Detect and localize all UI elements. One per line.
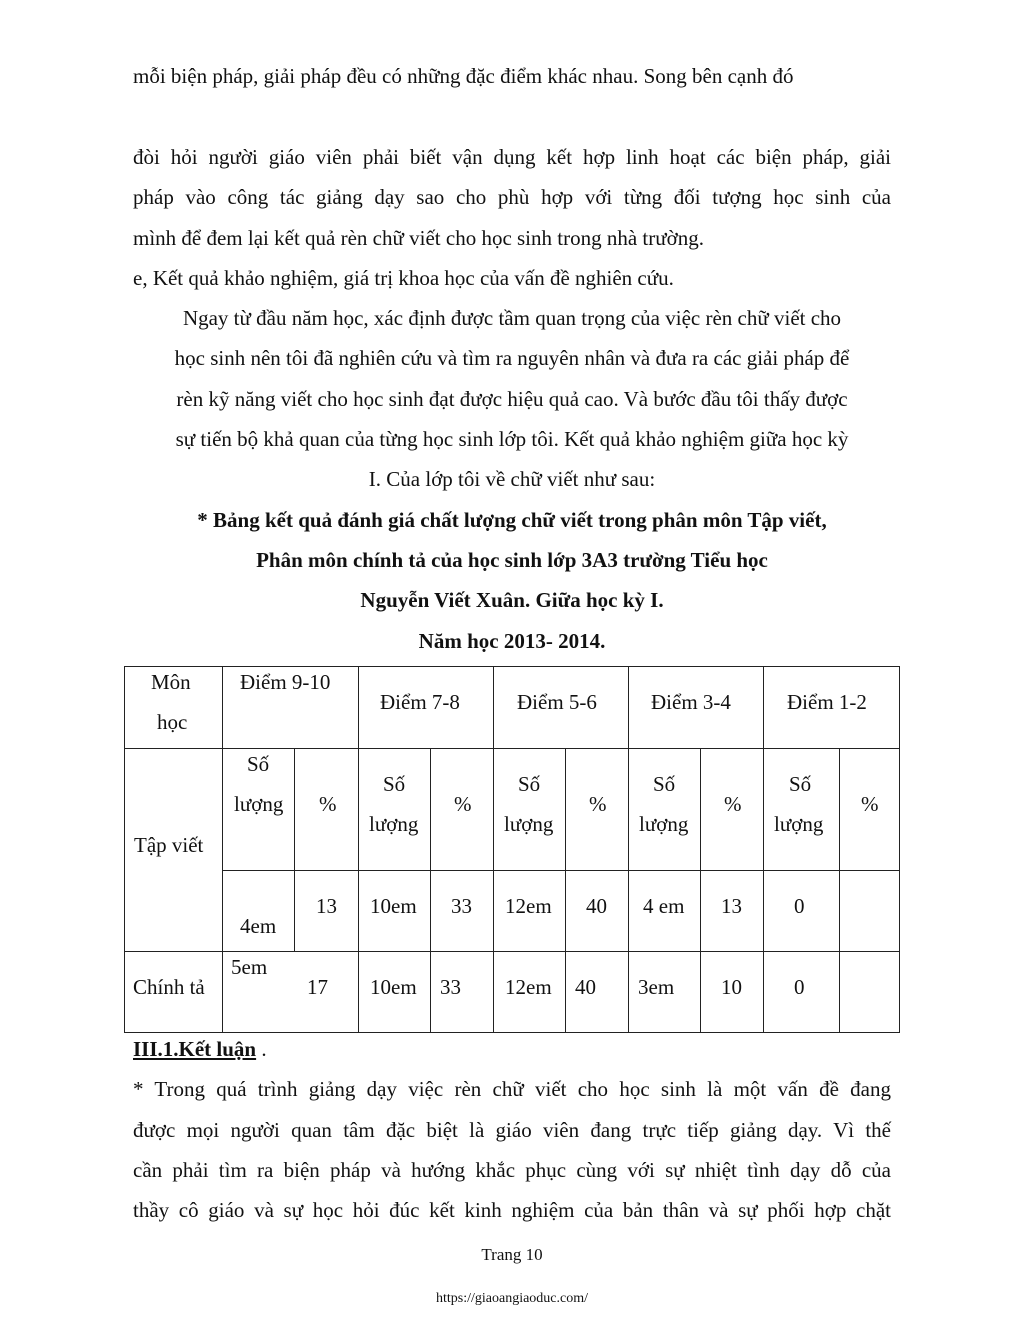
table-title: Nguyễn Viết Xuân. Giữa học kỳ I. — [360, 588, 664, 612]
tapviet-g56-count: 12em — [505, 894, 552, 918]
sub-count: lượng — [639, 812, 689, 836]
conclusion-heading-suffix: . — [256, 1037, 267, 1061]
tapviet-g34-pct: 13 — [721, 894, 742, 918]
paragraph-line: mỗi biện pháp, giải pháp đều có những đặc điểm khác nhau. Song bên cạnh đó — [133, 64, 794, 88]
sub-count: Số — [789, 772, 812, 796]
tapviet-g78-pct: 33 — [451, 894, 472, 918]
chinhta-g78-count: 10em — [370, 975, 417, 999]
table-border — [124, 666, 900, 667]
tapviet-g78-count: 10em — [370, 894, 417, 918]
header-grade-9-10: Điểm 9-10 — [240, 670, 331, 694]
paragraph-line: rèn kỹ năng viết cho học sinh đạt được hiệu quả cao. Và bước đầu tôi thấy được — [176, 387, 848, 411]
paragraph-line: pháp vào công tác giảng dạy sao cho phù hợp với từng đối tượng học sinh của — [133, 185, 891, 209]
table-border — [493, 666, 494, 1033]
conclusion-heading-text: III.1.Kết luận — [133, 1037, 257, 1061]
chinhta-g34-count: 3em — [638, 975, 675, 999]
table-border — [763, 666, 764, 1033]
sub-count: lượng — [504, 812, 554, 836]
sub-count: Số — [247, 752, 270, 776]
sub-count: Số — [518, 772, 541, 796]
sub-pct: % — [589, 792, 607, 816]
table-border — [124, 951, 900, 952]
table-border — [294, 748, 295, 952]
tapviet-g34-count: 4 em — [643, 894, 685, 918]
section-heading-e: e, Kết quả khảo nghiệm, giá trị khoa học của vấn đề nghiên cứu. — [133, 266, 674, 290]
table-border — [222, 951, 223, 1033]
paragraph-line: đòi hỏi người giáo viên phải biết vận dụng kết hợp linh hoạt các biện pháp, giải — [133, 145, 891, 169]
row-label-chinh-ta: Chính tả — [133, 975, 205, 999]
paragraph-line: học sinh nên tôi đã nghiên cứu và tìm ra nguyên nhân và đưa ra các giải pháp để — [174, 346, 850, 370]
chinhta-g12-count: 0 — [794, 975, 805, 999]
conclusion-heading — [133, 1039, 267, 1060]
paragraph-line: được mọi người quan tâm đặc biệt là giáo viên đang trực tiếp giảng dạy. Vì thế — [133, 1118, 891, 1142]
paragraph-line: thầy cô giáo và sự học hỏi đúc kết kinh nghiệm của bản thân và sự phối hợp chặt — [133, 1198, 891, 1222]
table-border — [124, 748, 900, 749]
table-border — [899, 666, 900, 1033]
table-border — [628, 666, 629, 1033]
table-border — [124, 1032, 900, 1033]
table-title: Phân môn chính tả của học sinh lớp 3A3 trường Tiểu học — [256, 548, 768, 572]
chinhta-g34-pct: 10 — [721, 975, 742, 999]
table-border — [430, 748, 431, 1033]
sub-pct: % — [724, 792, 742, 816]
tapviet-g56-pct: 40 — [586, 894, 607, 918]
header-grade-3-4: Điểm 3-4 — [651, 690, 731, 714]
sub-count: lượng — [234, 792, 284, 816]
footer-url[interactable]: https://giaoangiaoduc.com/ — [435, 1291, 589, 1306]
paragraph-line: cần phải tìm ra biện pháp và hướng khắc phục cùng với sự nhiệt tình dạy dỗ của — [133, 1158, 891, 1182]
sub-pct: % — [319, 792, 337, 816]
table-border — [565, 748, 566, 1033]
chinhta-g56-count: 12em — [505, 975, 552, 999]
row-label-tap-viet: Tập viết — [134, 833, 204, 857]
sub-count: Số — [383, 772, 406, 796]
tapviet-g910-pct: 13 — [316, 894, 337, 918]
table-border — [222, 666, 223, 952]
sub-count: lượng — [774, 812, 824, 836]
table-border — [222, 870, 900, 871]
paragraph-line: * Trong quá trình giảng dạy việc rèn chữ viết cho học sinh là một vấn đề đang — [133, 1077, 891, 1101]
chinhta-g910-count: 5em — [231, 955, 268, 979]
table-border — [124, 666, 125, 1033]
header-subject: học — [157, 710, 188, 734]
page-number: Trang 10 — [481, 1245, 543, 1264]
table-border — [839, 748, 840, 1033]
tapviet-g910-count: 4em — [240, 914, 277, 938]
table-border — [700, 748, 701, 1033]
header-subject: Môn — [151, 670, 191, 694]
sub-pct: % — [454, 792, 472, 816]
table-title: Năm học 2013- 2014. — [418, 629, 606, 653]
table-title: * Bảng kết quả đánh giá chất lượng chữ viết trong phân môn Tập viết, — [197, 508, 827, 532]
results-table — [124, 666, 900, 1033]
header-grade-1-2: Điểm 1-2 — [787, 690, 867, 714]
paragraph-line: Ngay từ đầu năm học, xác định được tầm quan trọng của việc rèn chữ viết cho — [182, 306, 842, 330]
sub-pct: % — [861, 792, 879, 816]
chinhta-g78-pct: 33 — [440, 975, 461, 999]
header-grade-5-6: Điểm 5-6 — [517, 690, 597, 714]
paragraph-line: mình để đem lại kết quả rèn chữ viết cho học sinh trong nhà trường. — [133, 226, 704, 250]
table-border — [358, 666, 359, 1033]
chinhta-g56-pct: 40 — [575, 975, 596, 999]
header-grade-7-8: Điểm 7-8 — [380, 690, 460, 714]
chinhta-g910-pct: 17 — [307, 975, 328, 999]
paragraph-line: sự tiến bộ khả quan của từng học sinh lớp tôi. Kết quả khảo nghiệm giữa học kỳ — [175, 427, 849, 451]
paragraph-line: I. Của lớp tôi về chữ viết như sau: — [368, 467, 656, 491]
sub-count: lượng — [369, 812, 419, 836]
sub-count: Số — [653, 772, 676, 796]
tapviet-g12-count: 0 — [794, 894, 805, 918]
